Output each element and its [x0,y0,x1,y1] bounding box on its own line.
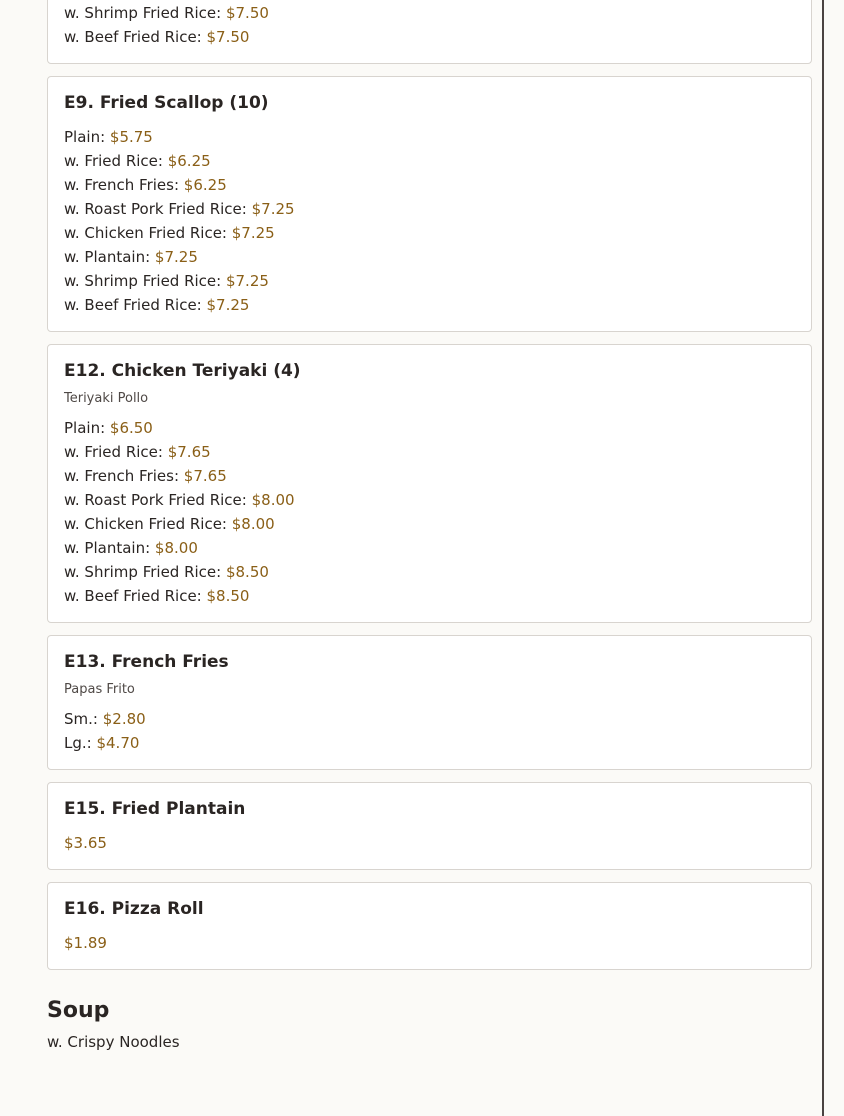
option-label: Plain: [64,419,110,437]
option-price: $6.25 [183,176,227,194]
menu-item-card[interactable] [47,882,812,970]
option-price: $7.25 [225,272,269,290]
option-price: $8.50 [206,587,250,605]
option-label: w. Beef Fried Rice: [64,587,207,605]
option-label: w. Chicken Fried Rice: [64,515,232,533]
price-option[interactable] [64,731,795,755]
option-label: w. Shrimp Fried Rice: [64,563,226,581]
option-label: w. Plantain: [64,539,155,557]
option-label: w. French Fries: [64,467,184,485]
option-price: $8.00 [251,491,295,509]
option-label: w. Beef Fried Rice: [64,296,207,314]
price-option[interactable] [64,707,795,731]
option-price: $7.65 [167,443,211,461]
option-label: w. Roast Pork Fried Rice: [64,491,252,509]
option-price: $7.50 [206,28,250,46]
menu-item-subtitle: Teriyaki Pollo [64,391,149,406]
option-label: w. Chicken Fried Rice: [64,224,232,242]
option-label: w. Shrimp Fried Rice: [64,4,226,22]
option-price: $2.80 [102,710,146,728]
option-label: w. French Fries: [64,176,184,194]
option-price: $7.25 [231,224,275,242]
option-label: w. Fried Rice: [64,152,168,170]
price-option[interactable] [64,245,795,269]
option-price: $7.50 [225,4,269,22]
price-option[interactable] [64,416,795,440]
price-option[interactable] [64,149,795,173]
option-label: w. Shrimp Fried Rice: [64,272,226,290]
menu-item-card[interactable] [47,782,812,870]
price-option[interactable] [64,269,795,293]
option-price: $7.25 [154,248,198,266]
price-option[interactable] [64,1,795,25]
menu-item-title: E9. Fried Scallop (10) [64,93,269,113]
menu-item-card[interactable] [47,344,812,623]
option-label: w. Roast Pork Fried Rice: [64,200,252,218]
section-title: Soup [47,998,110,1023]
option-label: Sm.: [64,710,103,728]
option-price: $6.50 [109,419,153,437]
menu-content [47,0,812,1054]
price-option[interactable] [64,488,795,512]
menu-item-title: E15. Fried Plantain [64,799,246,819]
menu-item-card[interactable] [47,635,812,770]
menu-item-subtitle: Papas Frito [64,682,135,697]
menu-item-card[interactable] [47,0,812,64]
option-price: $8.50 [225,563,269,581]
option-price: $7.25 [251,200,295,218]
price-option[interactable] [64,584,795,608]
price-option[interactable] [64,512,795,536]
option-price: $8.00 [231,515,275,533]
option-price: $6.25 [167,152,211,170]
menu-item-title: E12. Chicken Teriyaki (4) [64,361,301,381]
price-option[interactable] [64,536,795,560]
option-label: w. Plantain: [64,248,155,266]
price-option[interactable] [64,125,795,149]
section-subtitle: w. Crispy Noodles [47,1033,180,1051]
menu-item-price: $3.65 [64,834,107,852]
page-edge-divider [822,0,824,1116]
price-option[interactable] [64,440,795,464]
price-option[interactable] [64,25,795,49]
price-option[interactable] [64,173,795,197]
option-price: $7.25 [206,296,250,314]
price-option[interactable] [64,221,795,245]
option-price: $5.75 [109,128,153,146]
menu-item-title: E13. French Fries [64,652,229,672]
option-label: w. Beef Fried Rice: [64,28,207,46]
price-option[interactable] [64,464,795,488]
option-label: Lg.: [64,734,97,752]
price-option[interactable] [64,197,795,221]
price-option[interactable] [64,560,795,584]
option-price: $4.70 [96,734,140,752]
option-label: Plain: [64,128,110,146]
option-label: w. Fried Rice: [64,443,168,461]
option-price: $8.00 [154,539,198,557]
menu-item-card[interactable] [47,76,812,332]
price-option[interactable] [64,293,795,317]
option-price: $7.65 [183,467,227,485]
menu-item-price: $1.89 [64,934,107,952]
menu-item-title: E16. Pizza Roll [64,899,204,919]
